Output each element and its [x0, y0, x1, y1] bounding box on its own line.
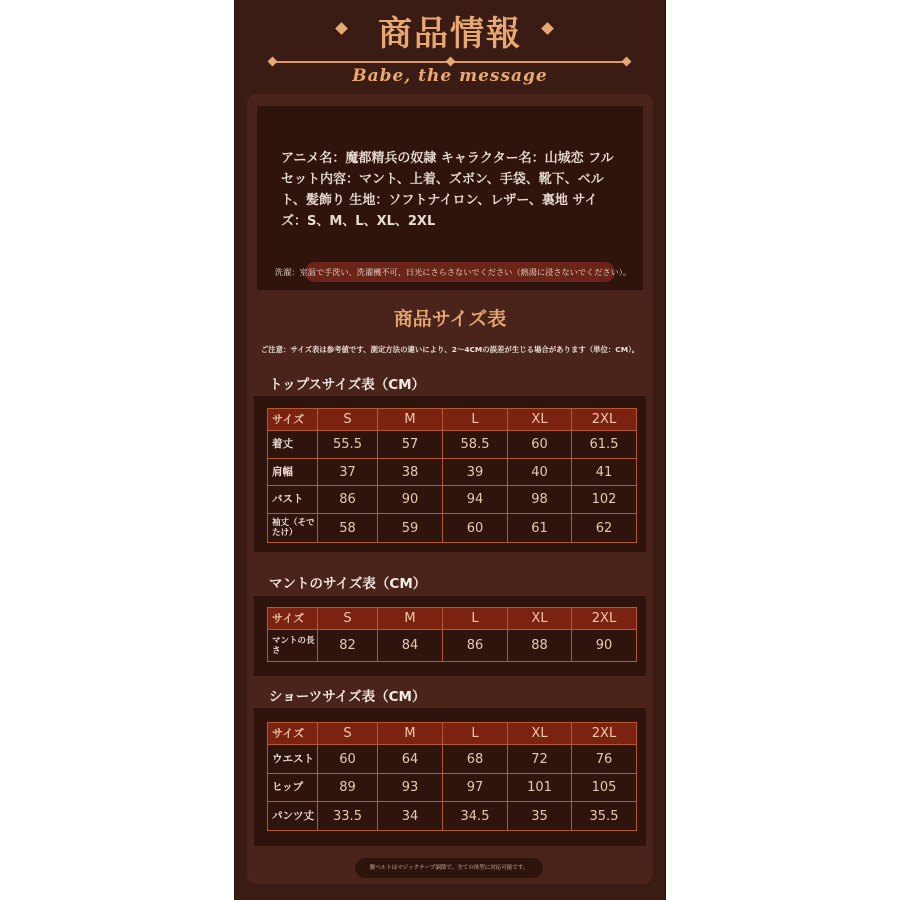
size-value-cell: 90: [378, 486, 443, 514]
size-value-cell: 82: [318, 630, 378, 662]
size-header-row: [268, 723, 637, 745]
ornament-dot-right: [622, 57, 632, 67]
size-value-cell: L: [443, 409, 508, 431]
row-label-cell: マントの長さ: [268, 630, 318, 662]
row-label-cell: 袖丈（そでたけ）: [268, 514, 318, 543]
cloak-table-panel: [254, 596, 646, 676]
size-value-cell: 101: [508, 774, 572, 802]
size-chart-heading: 商品サイズ表: [393, 308, 507, 330]
size-header-row: [268, 409, 637, 431]
size-value-cell: 72: [508, 745, 572, 774]
size-value-cell: 2XL: [572, 409, 637, 431]
size-value-cell: 61.5: [572, 431, 637, 459]
size-value-cell: 98: [508, 486, 572, 514]
footer-note: 腰ベルトはマジックテープ調節で、全ての体型に対応可能です。: [355, 858, 543, 878]
cloak-table-title: マントのサイズ表（CM）: [269, 576, 427, 592]
size-row: [268, 774, 637, 802]
size-value-cell: 35: [508, 802, 572, 831]
size-row: [268, 745, 637, 774]
size-value-cell: 40: [508, 459, 572, 486]
size-value-cell: 94: [443, 486, 508, 514]
size-value-cell: 57: [378, 431, 443, 459]
shorts-table-panel: [254, 708, 646, 846]
size-value-cell: 88: [508, 630, 572, 662]
size-value-cell: 61: [508, 514, 572, 543]
page-subtitle: Babe, the message: [352, 66, 548, 86]
cloak-size-table: [267, 607, 637, 662]
size-row: [268, 431, 637, 459]
size-value-cell: 90: [572, 630, 637, 662]
row-label-cell: ヒップ: [268, 774, 318, 802]
row-label-cell: サイズ: [268, 409, 318, 431]
row-label-cell: 肩幅: [268, 459, 318, 486]
size-header-row: [268, 608, 637, 630]
size-value-cell: 37: [318, 459, 378, 486]
size-value-cell: 64: [378, 745, 443, 774]
size-value-cell: 33.5: [318, 802, 378, 831]
size-value-cell: 41: [572, 459, 637, 486]
size-row: [268, 514, 637, 543]
row-label-cell: サイズ: [268, 723, 318, 745]
size-value-cell: 60: [443, 514, 508, 543]
size-value-cell: 62: [572, 514, 637, 543]
size-value-cell: 34: [378, 802, 443, 831]
size-chart-note: ご注意：サイズ表は参考値です、測定方法の違いにより、2～4CMの誤差が生じる場合があります（単位：CM）。: [260, 345, 640, 354]
product-info-panel: [234, 0, 666, 900]
size-value-cell: 55.5: [318, 431, 378, 459]
size-value-cell: XL: [508, 608, 572, 630]
size-value-cell: 59: [378, 514, 443, 543]
size-value-cell: 86: [318, 486, 378, 514]
size-value-cell: 76: [572, 745, 637, 774]
size-value-cell: L: [443, 723, 508, 745]
size-row: [268, 802, 637, 831]
row-label-cell: 着丈: [268, 431, 318, 459]
tops-size-table: [267, 408, 637, 543]
size-value-cell: 35.5: [572, 802, 637, 831]
size-value-cell: M: [378, 723, 443, 745]
wash-instructions: 洗濯：室温で手洗い、洗濯機不可、日光にさらさないでください（熱湯に浸さないでください）。: [274, 267, 632, 277]
ornament-dot-left: [268, 57, 278, 67]
tops-table-title: トップスサイズ表（CM）: [269, 377, 426, 393]
title-row: [235, 6, 665, 55]
size-value-cell: 89: [318, 774, 378, 802]
shorts-size-table: [267, 722, 637, 831]
size-row: [268, 630, 637, 662]
size-value-cell: 39: [443, 459, 508, 486]
size-value-cell: 86: [443, 630, 508, 662]
size-value-cell: 93: [378, 774, 443, 802]
size-value-cell: 84: [378, 630, 443, 662]
size-value-cell: 97: [443, 774, 508, 802]
size-value-cell: M: [378, 409, 443, 431]
row-label-cell: サイズ: [268, 608, 318, 630]
size-value-cell: 58: [318, 514, 378, 543]
size-value-cell: 68: [443, 745, 508, 774]
shorts-table-title: ショーツサイズ表（CM）: [269, 689, 426, 705]
size-value-cell: 38: [378, 459, 443, 486]
page-title: 商品情報: [378, 14, 522, 54]
size-row: [268, 459, 637, 486]
row-label-cell: ウエスト: [268, 745, 318, 774]
size-value-cell: 2XL: [572, 608, 637, 630]
description-box: [257, 106, 643, 290]
size-value-cell: 2XL: [572, 723, 637, 745]
row-label-cell: パンツ丈: [268, 802, 318, 831]
ornament-dot-center: [446, 57, 456, 67]
size-value-cell: 60: [508, 431, 572, 459]
size-value-cell: 102: [572, 486, 637, 514]
tops-table-panel: [254, 396, 646, 552]
size-value-cell: 105: [572, 774, 637, 802]
size-value-cell: 58.5: [443, 431, 508, 459]
size-value-cell: S: [318, 409, 378, 431]
row-label-cell: バスト: [268, 486, 318, 514]
size-value-cell: L: [443, 608, 508, 630]
size-value-cell: 60: [318, 745, 378, 774]
size-value-cell: XL: [508, 723, 572, 745]
size-value-cell: S: [318, 723, 378, 745]
size-row: [268, 486, 637, 514]
size-value-cell: XL: [508, 409, 572, 431]
size-value-cell: S: [318, 608, 378, 630]
size-value-cell: 34.5: [443, 802, 508, 831]
size-value-cell: M: [378, 608, 443, 630]
product-description: アニメ名：魔都精兵の奴隷 キャラクター名：山城恋 フルセット内容：マント、上着、ズボン、手袋、靴下、ベルト、髪飾り 生地：ソフトナイロン、レザー、裏地 サイズ：S、M、L、XL、2XL: [281, 151, 614, 229]
content-card: [247, 94, 653, 884]
